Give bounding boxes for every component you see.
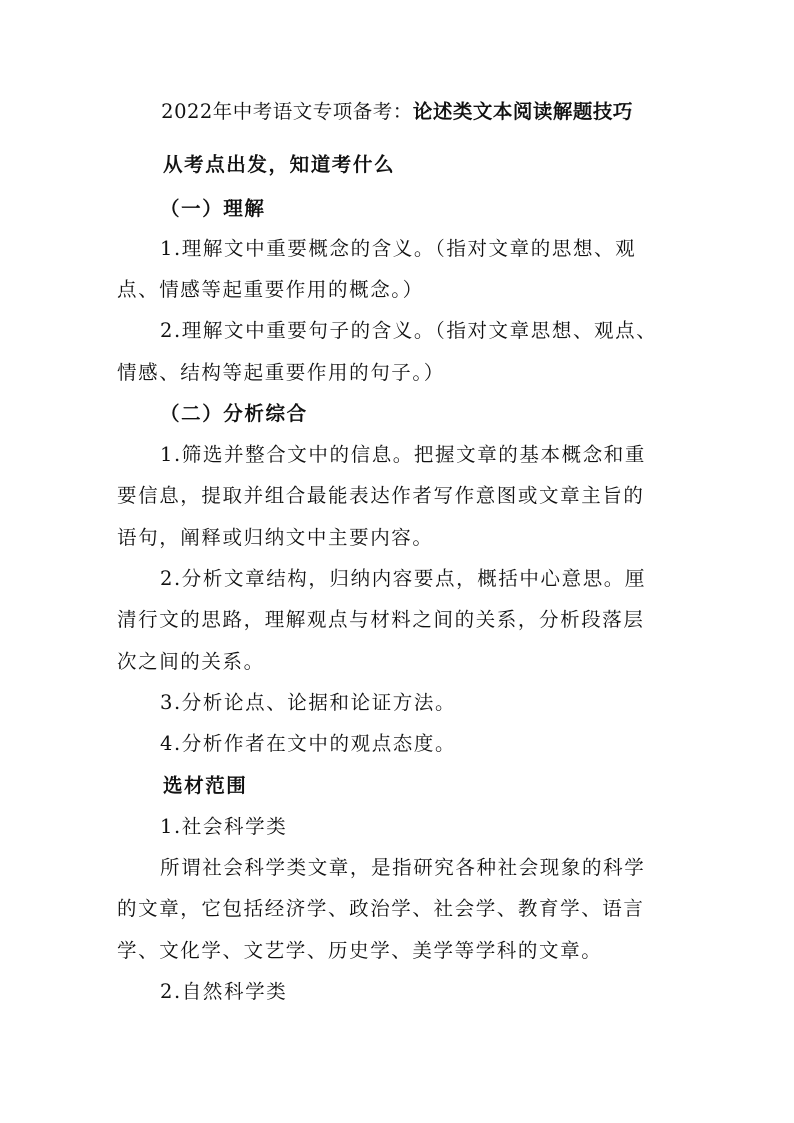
subheading-social-science: 1.社会科学类 [160, 815, 288, 838]
title-bold: 论述类文本阅读解题技巧 [412, 100, 633, 123]
paragraph-line: 次之间的关系。 [117, 650, 265, 673]
paragraph-line: 2.理解文中重要句子的含义。（指对文章思想、观点、 [160, 319, 658, 342]
paragraph-line: 1.理解文中重要概念的含义。（指对文章的思想、观 [160, 237, 637, 260]
paragraph-line: 4.分析作者在文中的观点态度。 [160, 732, 457, 755]
section-heading-materials: 选材范围 [163, 774, 248, 797]
paragraph-line: 学、文化学、文艺学、历史学、美学等学科的文章。 [117, 939, 603, 962]
paragraph-line: 情感、结构等起重要作用的句子。） [117, 361, 445, 384]
paragraph-line: 清行文的思路，理解观点与材料之间的关系，分析段落层 [117, 608, 645, 631]
subheading-natural-science: 2.自然科学类 [160, 980, 288, 1003]
paragraph-line: 2.分析文章结构，归纳内容要点，概括中心意思。厘 [160, 567, 647, 590]
subheading-understanding: （一）理解 [160, 197, 266, 220]
paragraph-line: 1.筛选并整合文中的信息。把握文章的基本概念和重 [160, 443, 647, 466]
title-plain: 2022年中考语文专项备考： [161, 100, 413, 123]
paragraph-line: 要信息，提取并组合最能表达作者写作意图或文章主旨的 [117, 484, 645, 507]
paragraph-line: 点、情感等起重要作用的概念。） [117, 278, 424, 301]
section-heading-exam-points: 从考点出发，知道考什么 [163, 153, 396, 176]
paragraph-line: 所谓社会科学类文章，是指研究各种社会现象的科学 [160, 856, 646, 879]
subheading-analysis: （二）分析综合 [160, 402, 308, 425]
paragraph-line: 语句，阐释或归纳文中主要内容。 [117, 526, 434, 549]
document-title [0, 96, 794, 124]
paragraph-line: 3.分析论点、论据和论证方法。 [160, 691, 457, 714]
paragraph-line: 的文章，它包括经济学、政治学、社会学、教育学、语言 [117, 897, 645, 920]
